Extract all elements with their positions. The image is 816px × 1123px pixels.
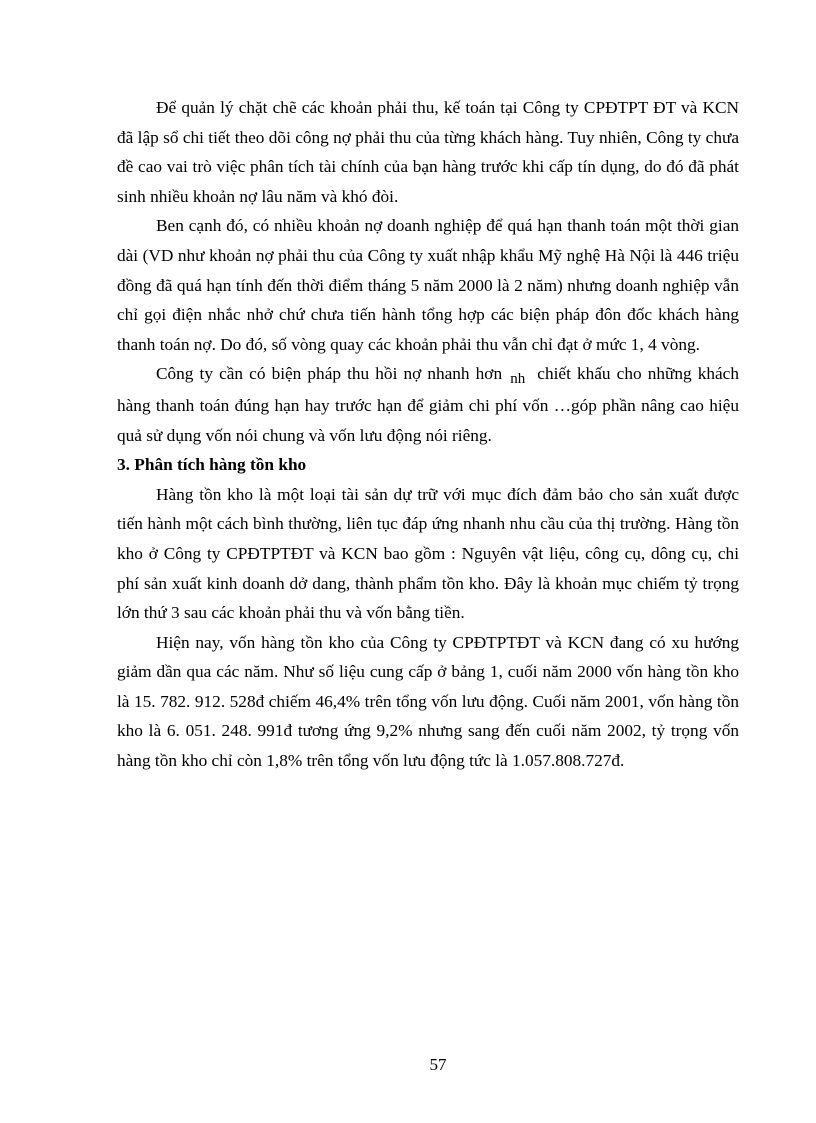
document-body: [117, 93, 739, 776]
paragraph-debt-recovery: [117, 359, 739, 450]
paragraph-debt-recovery-start: Công ty cần có biện pháp thu hồi nợ nhanh hơn: [156, 364, 509, 384]
paragraph-receivables-management: Để quản lý chặt chẽ các khoản phải thu, kế toán tại Công ty CPĐTPT ĐT và KCN đã lập sổ chi tiết theo dõi công nợ phải thu của từng khách hàng. Tuy nhiên, Công ty chưa đề cao vai trò việc phân tích tài chính của bạn hàng trước khi cấp tín dụng, do đó đã phát sinh nhiều khoản nợ lâu năm và khó đòi.: [117, 98, 739, 206]
inline-note-text: nh: [510, 371, 526, 388]
paragraph-inventory-trend: Hiện nay, vốn hàng tồn kho của Công ty CPĐTPTĐT và KCN đang có xu hướng giảm dần qua các năm. Như số liệu cung cấp ở bảng 1, cuối năm 2000 vốn hàng tồn kho là 15. 782. 912. 528đ chiếm 46,4% trên tổng vốn lưu động. Cuối năm 2001, vốn hàng tồn kho là 6. 051. 248. 991đ tương ứng 9,2% nhưng sang đến cuối năm 2002, tỷ trọng vốn hàng tồn kho chỉ còn 1,8% trên tổng vốn lưu động tức là 1.057.808.727đ.: [117, 632, 739, 771]
paragraph-debt-recovery-end: chiết khấu cho những khách hàng thanh toán đúng hạn hay trước hạn để giảm chi phí vốn …góp phần nâng cao hiệu quả sử dụng vốn nói chung và vốn lưu động nói riêng.: [117, 364, 739, 445]
paragraph-inventory-definition: Hàng tồn kho là một loại tài sản dự trữ với mục đích đảm bảo cho sản xuất được tiến hành một cách bình thường, liên tục đáp ứng nhanh nhu cầu của thị trường. Hàng tồn kho ở Công ty CPĐTPTĐT và KCN bao gồm : Nguyên vật liệu, công cụ, dông cụ, chi phí sản xuất kinh doanh dở dang, thành phẩm tồn kho. Đây là khoản mục chiếm tỷ trọng lớn thứ 3 sau các khoản phải thu và vốn bằng tiền.: [117, 484, 739, 623]
paragraph-overdue-debts: Ben cạnh đó, có nhiều khoản nợ doanh nghiệp để quá hạn thanh toán một thời gian dài (VD như khoản nợ phải thu của Công ty xuất nhập khẩu Mỹ nghệ Hà Nội là 446 triệu đồng đã quá hạn tính đến thời điểm tháng 5 năm 2000 là 2 năm) nhưng doanh nghiệp vẫn chỉ gọi điện nhắc nhở chứ chưa tiến hành tổng hợp các biện pháp đôn đốc khách hàng thanh toán nợ. Do đó, số vòng quay các khoản phải thu vẫn chỉ đạt ở mức 1, 4 vòng.: [117, 216, 739, 354]
section-heading-inventory: 3. Phân tích hàng tồn kho: [117, 455, 307, 475]
page-number: 57: [429, 1055, 447, 1074]
